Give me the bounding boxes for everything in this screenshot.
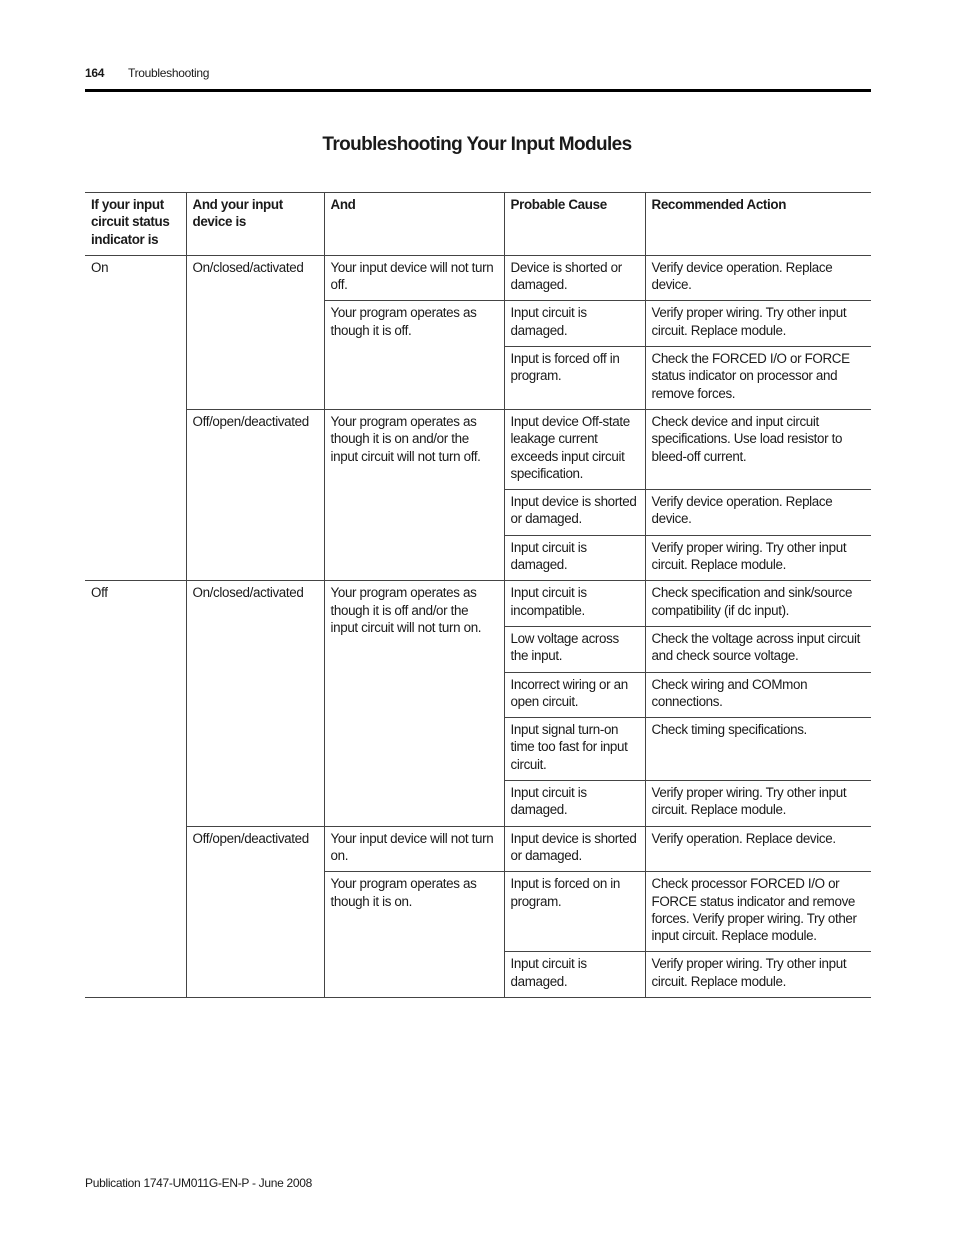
page-title: Troubleshooting Your Input Modules	[322, 134, 632, 155]
probable-cause-cell: Input circuit is damaged.	[504, 535, 645, 581]
device-state-cell: Off/open/deactivated	[186, 409, 324, 580]
recommended-action-cell: Check timing specifications.	[645, 718, 871, 781]
troubleshooting-table	[85, 192, 871, 998]
recommended-action-cell: Verify proper wiring. Try other input circuit. Replace module.	[645, 301, 871, 347]
recommended-action-cell: Check the voltage across input circuit and check source voltage.	[645, 626, 871, 672]
probable-cause-cell: Input circuit is incompatible.	[504, 581, 645, 627]
recommended-action-cell: Check wiring and COMmon connections.	[645, 672, 871, 718]
recommended-action-cell: Check specification and sink/source compatibility (if dc input).	[645, 581, 871, 627]
device-state-cell: On/closed/activated	[186, 581, 324, 826]
column-header: Recommended Action	[645, 193, 871, 256]
table-row	[85, 581, 871, 627]
column-header: And your input device is	[186, 193, 324, 256]
probable-cause-cell: Input signal turn-on time too fast for input circuit.	[504, 718, 645, 781]
probable-cause-cell: Device is shorted or damaged.	[504, 255, 645, 301]
recommended-action-cell: Verify proper wiring. Try other input circuit. Replace module.	[645, 952, 871, 998]
section-name: Troubleshooting	[128, 66, 210, 80]
probable-cause-cell: Input circuit is damaged.	[504, 952, 645, 998]
page-header	[85, 66, 871, 90]
table-row	[85, 255, 871, 301]
indicator-cell: Off	[85, 581, 186, 998]
condition-cell: Your program operates as though it is on and/or the input circuit will not turn off.	[324, 409, 504, 580]
column-header: If your input circuit status indicator is	[85, 193, 186, 256]
column-header: And	[324, 193, 504, 256]
probable-cause-cell: Incorrect wiring or an open circuit.	[504, 672, 645, 718]
probable-cause-cell: Input device is shorted or damaged.	[504, 826, 645, 872]
condition-cell: Your program operates as though it is off and/or the input circuit will not turn on.	[324, 581, 504, 826]
recommended-action-cell: Verify device operation. Replace device.	[645, 255, 871, 301]
table-row	[85, 409, 871, 489]
probable-cause-cell: Input circuit is damaged.	[504, 301, 645, 347]
table-body	[85, 255, 871, 997]
table-row	[85, 826, 871, 872]
recommended-action-cell: Check the FORCED I/O or FORCE status indicator on processor and remove forces.	[645, 347, 871, 410]
publication-footer: Publication 1747-UM011G-EN-P - June 2008	[85, 1176, 313, 1190]
probable-cause-cell: Input device is shorted or damaged.	[504, 490, 645, 536]
recommended-action-cell: Verify proper wiring. Try other input circuit. Replace module.	[645, 781, 871, 827]
header-rule	[85, 89, 871, 92]
probable-cause-cell: Input is forced on in program.	[504, 872, 645, 952]
probable-cause-cell: Input circuit is damaged.	[504, 781, 645, 827]
page-number: 164	[85, 66, 105, 80]
condition-cell: Your program operates as though it is off.	[324, 301, 504, 409]
probable-cause-cell: Low voltage across the input.	[504, 626, 645, 672]
probable-cause-cell: Input is forced off in program.	[504, 347, 645, 410]
recommended-action-cell: Verify operation. Replace device.	[645, 826, 871, 872]
recommended-action-cell: Check processor FORCED I/O or FORCE status indicator and remove forces. Verify proper wiring. Try other input circuit. Replace module.	[645, 872, 871, 952]
device-state-cell: On/closed/activated	[186, 255, 324, 409]
column-header: Probable Cause	[504, 193, 645, 256]
condition-cell: Your input device will not turn off.	[324, 255, 504, 301]
indicator-cell: On	[85, 255, 186, 580]
condition-cell: Your input device will not turn on.	[324, 826, 504, 872]
recommended-action-cell: Check device and input circuit specifications. Use load resistor to bleed-off current.	[645, 409, 871, 489]
probable-cause-cell: Input device Off-state leakage current exceeds input circuit specification.	[504, 409, 645, 489]
recommended-action-cell: Verify proper wiring. Try other input circuit. Replace module.	[645, 535, 871, 581]
condition-cell: Your program operates as though it is on.	[324, 872, 504, 998]
device-state-cell: Off/open/deactivated	[186, 826, 324, 997]
recommended-action-cell: Verify device operation. Replace device.	[645, 490, 871, 536]
table-header-row	[85, 193, 871, 256]
